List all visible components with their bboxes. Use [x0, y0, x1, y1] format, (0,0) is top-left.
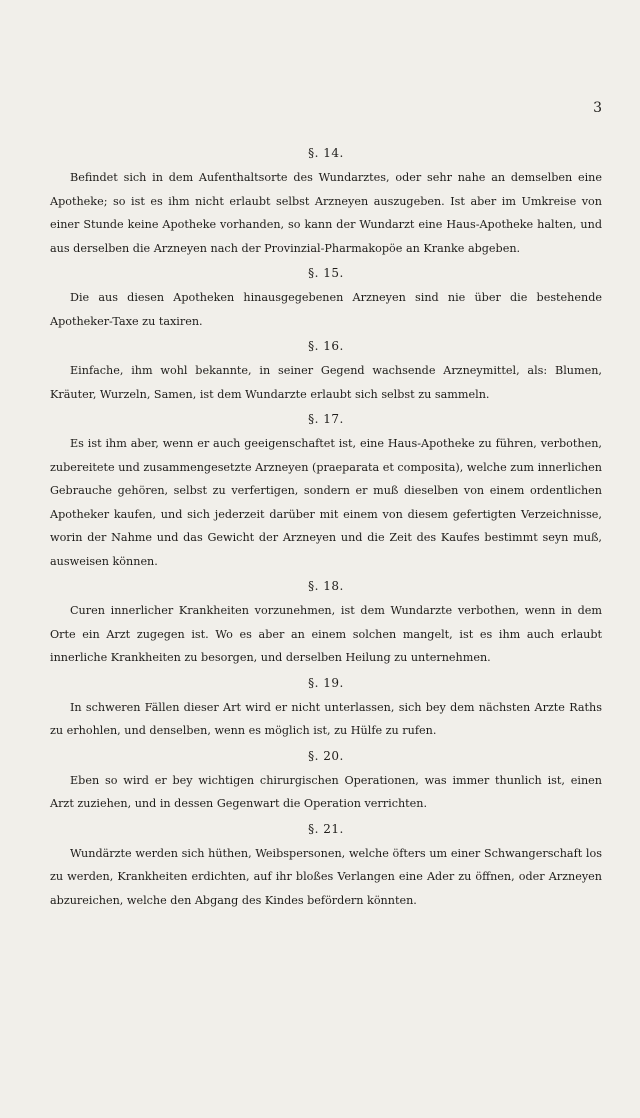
page-number: 3 — [593, 100, 602, 116]
section-heading: §. 17. — [308, 412, 344, 426]
section-paragraph: In schweren Fällen dieser Art wird er nicht unterlassen, sich bey dem nächsten Arzte Raths zu erhohlen, und denselben, wenn es möglich ist, zu Hülfe zu rufen. — [50, 700, 602, 737]
section-heading: §. 18. — [308, 579, 344, 593]
section-paragraph: Curen innerlicher Krankheiten vorzunehmen, ist dem Wundarzte verbothen, wenn in dem Orte ein Arzt zugegen ist. Wo es aber an einem solchen mangelt, ist es ihm auch erlaubt innerliche Krankheiten zu besorgen, und derselben Heilung zu unternehmen. — [50, 604, 602, 664]
section-paragraph: Befindet sich in dem Aufenthaltsorte des Wundarztes, oder sehr nahe an demselben eine Apotheke; so ist es ihm nicht erlaubt selbst Arzneyen auszugeben. Ist aber im Umkreise von einer Stunde keine Apotheke vorhanden, so kann der Wundarzt eine Haus-Apotheke halten, und aus derselben die Arzneyen nach der Provinzial-Pharmakopöe an Kranke abgeben. — [50, 171, 602, 255]
section-paragraph: Wundärzte werden sich hüthen, Weibspersonen, welche öfters um einer Schwangerschaft los zu werden, Krankheiten erdichten, auf ihr bloßes Verlangen eine Ader zu öffnen, oder Arzneyen abzureichen, welche den Abgang des Kindes befördern könnten. — [50, 846, 602, 907]
section-paragraph: Einfache, ihm wohl bekannte, in seiner Gegend wachsende Arzneymittel, als: Blumen, Kräuter, Wurzeln, Samen, ist dem Wundarzte erlaubt sich selbst zu sammeln. — [50, 364, 602, 401]
document-body — [50, 140, 602, 912]
section-paragraph: Eben so wird er bey wichtigen chirurgischen Operationen, was immer thunlich ist, einen Arzt zuziehen, und in dessen Gegenwart die Operation verrichten. — [50, 773, 602, 810]
section-heading: §. 14. — [308, 146, 344, 160]
section-heading: §. 20. — [308, 748, 344, 763]
section-heading: §. 19. — [308, 675, 344, 690]
section-paragraph: Die aus diesen Apotheken hinausgegebenen Arzneyen sind nie über die bestehende Apotheker-Taxe zu taxiren. — [50, 291, 602, 328]
section-paragraph: Es ist ihm aber, wenn er auch geeigenschaftet ist, eine Haus-Apotheke zu führen, verbothen, zubereitete und zusammengesetzte Arzneyen (praeparata et composita), welche zum innerlichen Gebrauche gehören, selbst zu verfertigen, sondern er muß dieselben von einem ordentlichen Apotheker kaufen, und sich jederzeit darüber mit einem von diesem gefertigten Verzeichnisse, worin der Nahme und das Gewicht der Arzneyen und die Zeit des Kaufes bestimmt seyn muß, ausweisen können. — [50, 437, 602, 568]
section-heading: §. 15. — [308, 266, 344, 280]
section-heading: §. 16. — [308, 339, 344, 353]
section-heading: §. 21. — [308, 821, 344, 836]
